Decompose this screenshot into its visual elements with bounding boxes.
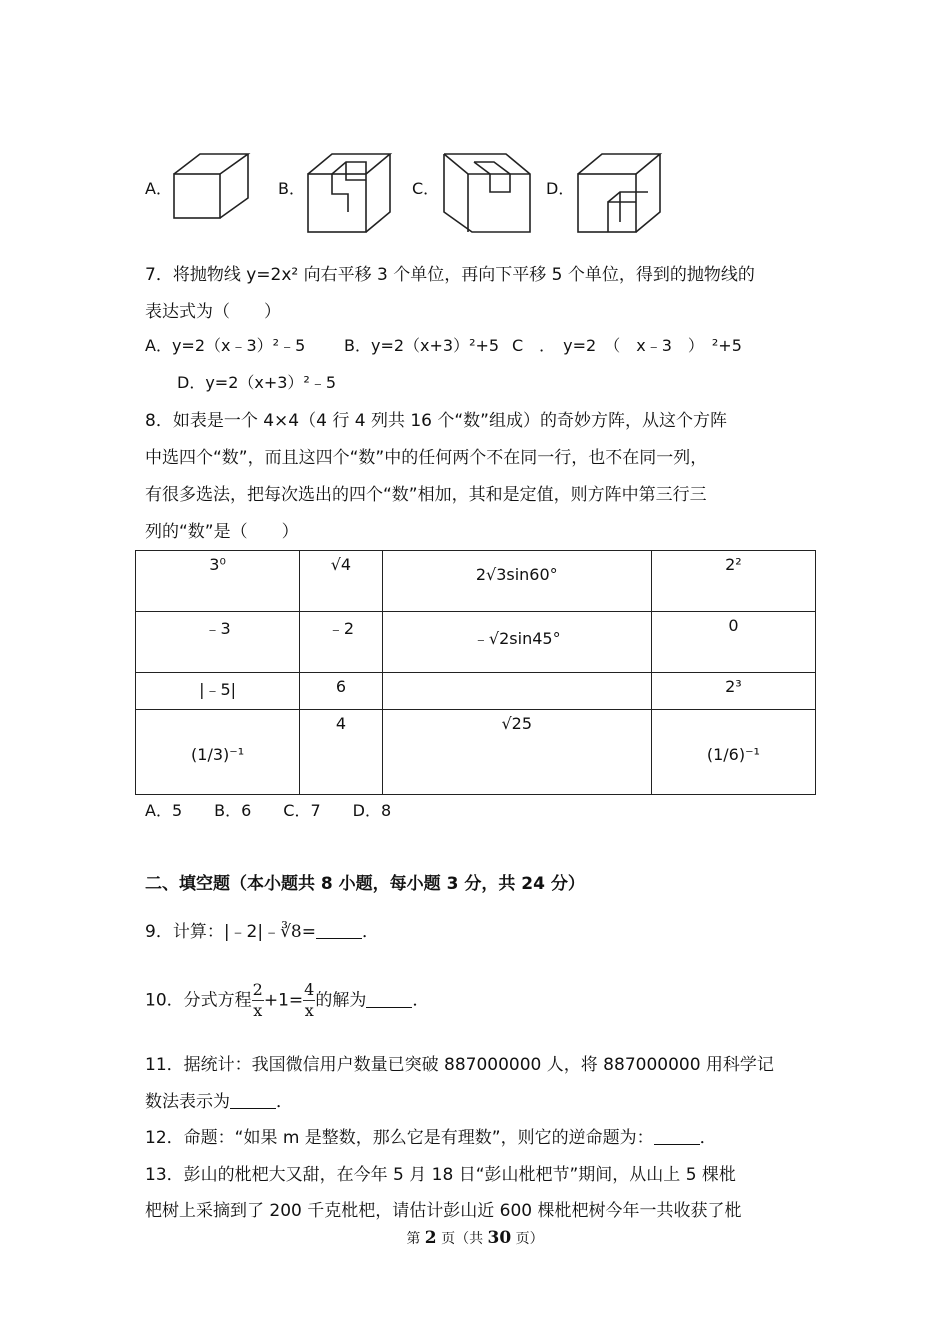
cell-r1c3: 2√3sin60° <box>382 551 651 612</box>
cube-root-8: ∛8 <box>280 922 302 942</box>
option-b-label: B． <box>278 179 305 198</box>
answer-blank-11[interactable] <box>230 1093 276 1109</box>
section-2-heading: 二、填空题（本小题共 8 小题，每小题 3 分，共 24 分） <box>145 874 585 894</box>
cube-figure-b <box>304 150 396 236</box>
cube-figure-c <box>438 150 536 236</box>
question-9-equals: = <box>301 922 316 942</box>
answer-blank-9[interactable] <box>316 923 362 939</box>
question-7-option-b: B．y=2（x+3）²+5 <box>344 336 500 355</box>
option-c-label: C． <box>412 179 440 198</box>
fraction-numerator: 4 <box>304 980 315 999</box>
question-11-text: 数法表示为 <box>145 1092 230 1112</box>
question-7-option-d: D．y=2（x+3）²﹣5 <box>177 373 337 392</box>
footer-mid: 页（共 <box>441 1231 484 1247</box>
cell-r4c4: (1/6)⁻¹ <box>651 710 815 795</box>
question-7-line1: 7．将抛物线 y=2x² 向右平移 3 个单位，再向下平移 5 个单位，得到的抛物线的 <box>145 265 755 285</box>
question-12-end: ． <box>699 1128 717 1148</box>
question-8-line1: 8．如表是一个 4×4（4 行 4 列共 16 个“数”组成）的奇妙方阵，从这个方阵 <box>145 411 727 431</box>
magic-square-table <box>135 550 816 795</box>
answer-blank-12[interactable] <box>654 1129 700 1145</box>
question-12-text: 12．命题：“如果 m 是整数，那么它是有理数”，则它的逆命题为： <box>145 1128 654 1148</box>
cube-figure-a <box>170 150 254 222</box>
question-10-prefix: 10．分式方程 <box>145 990 252 1011</box>
cell-r3c1: |﹣5| <box>136 673 300 710</box>
question-11-end: ． <box>276 1092 293 1112</box>
question-13-line2: 杷树上采摘到了 200 千克枇杷，请估计彭山近 600 棵枇杷树今年一共收获了枇 <box>145 1201 742 1221</box>
question-7-option-c: C ． y=2 （ x﹣3 ） ²+5 <box>512 336 742 355</box>
question-9-prefix: 9．计算：|﹣2|﹣ <box>145 922 281 942</box>
question-10-end: ． <box>412 990 430 1011</box>
cell-r4c1: (1/3)⁻¹ <box>136 710 300 795</box>
question-8-line3: 有很多选法，把每次选出的四个“数”相加，其和是定值，则方阵中第三行三 <box>145 485 707 505</box>
footer-total-pages: 30 <box>487 1228 512 1248</box>
cube-figure-d <box>572 150 664 236</box>
option-a-label: A． <box>145 179 172 198</box>
question-8-options: A．5 B．6 C．7 D．8 <box>145 801 392 820</box>
question-10 <box>145 980 429 1021</box>
fraction-4-over-x <box>303 980 315 1021</box>
cell-r1c1: 3⁰ <box>136 551 300 612</box>
page-footer <box>0 1228 950 1248</box>
answer-blank-10[interactable] <box>366 992 412 1008</box>
question-9 <box>145 917 379 942</box>
question-10-suffix: 的解为 <box>315 990 367 1011</box>
fraction-denominator: x <box>304 1001 314 1020</box>
question-10-mid: +1= <box>263 990 304 1011</box>
cell-r1c4: 2² <box>651 551 815 612</box>
cell-r3c4: 2³ <box>651 673 815 710</box>
question-8-line2: 中选四个“数”，而且这四个“数”中的任何两个不在同一行，也不在同一列， <box>145 448 708 468</box>
cell-r4c2: 4 <box>300 710 383 795</box>
fraction-numerator: 2 <box>252 980 263 999</box>
question-7-line2: 表达式为（ ） <box>145 302 281 322</box>
cell-r2c2: ﹣2 <box>300 612 383 673</box>
question-11-line1: 11．据统计：我国微信用户数量已突破 887000000 人，将 887000000 用科学记 <box>145 1055 774 1075</box>
question-7-option-a: A．y=2（x﹣3）²﹣5 <box>145 336 306 355</box>
question-13-line1: 13．彭山的枇杷大又甜，在今年 5 月 18 日“彭山枇杷节”期间，从山上 5 棵枇 <box>145 1165 736 1185</box>
footer-page-number: 2 <box>424 1228 437 1248</box>
cell-r1c2: √4 <box>300 551 383 612</box>
option-d-label: D． <box>546 179 575 198</box>
question-11-line2 <box>145 1087 293 1112</box>
cell-r4c3: √25 <box>382 710 651 795</box>
question-9-end: ． <box>362 922 379 942</box>
cell-r2c1: ﹣3 <box>136 612 300 673</box>
fraction-denominator: x <box>253 1001 263 1020</box>
fraction-2-over-x <box>252 980 264 1021</box>
cell-r3c3 <box>382 673 651 710</box>
cell-r2c4: 0 <box>651 612 815 673</box>
question-8-line4: 列的“数”是（ ） <box>145 522 299 542</box>
question-12 <box>145 1123 717 1148</box>
cell-r2c3: ﹣√2sin45° <box>382 612 651 673</box>
footer-pre: 第 <box>406 1231 421 1247</box>
footer-post: 页） <box>515 1231 544 1247</box>
cell-r3c2: 6 <box>300 673 383 710</box>
